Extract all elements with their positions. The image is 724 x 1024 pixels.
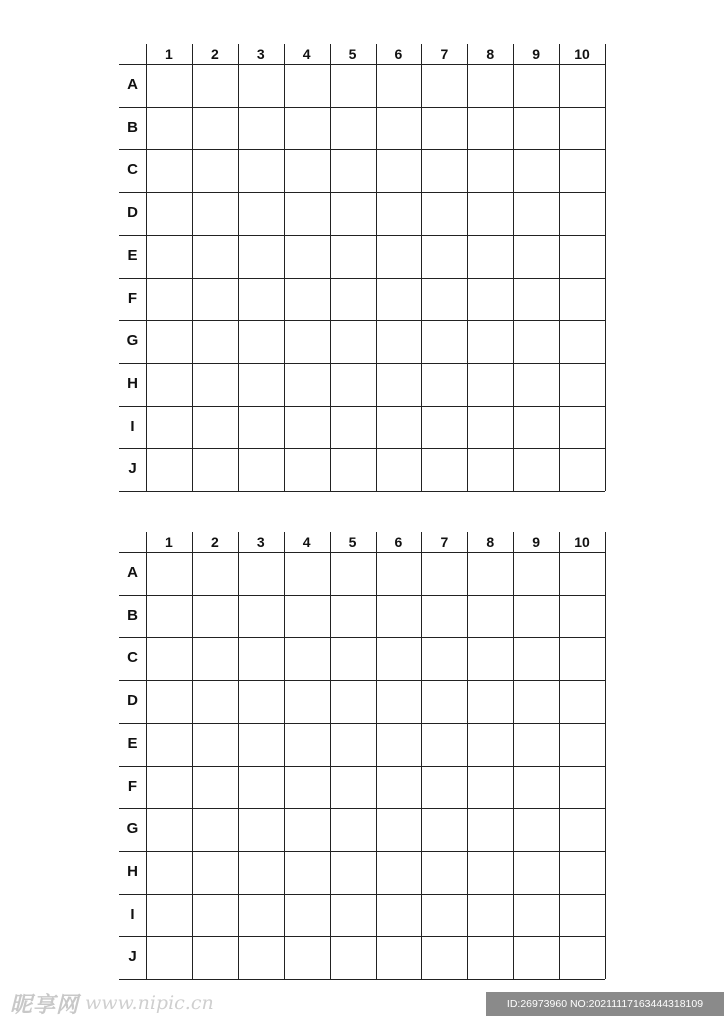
grid-cell (238, 723, 284, 766)
grid-cell (192, 637, 238, 680)
grid-vertical-line (330, 44, 331, 491)
grid-cell (467, 552, 513, 595)
grid-vertical-line (421, 44, 422, 491)
grid-cell (421, 406, 467, 449)
grid-cell (513, 64, 559, 107)
grid-cell (330, 107, 376, 150)
column-header-9: 9 (532, 46, 541, 62)
grid-cell (376, 766, 422, 809)
row-header-b: B (127, 606, 138, 624)
grid-cell (146, 448, 192, 491)
grid-cell (238, 235, 284, 278)
grid-cell (238, 552, 284, 595)
grid-vertical-line (330, 532, 331, 979)
grid-cell (192, 448, 238, 491)
row-header-a: A (127, 76, 138, 93)
grid-vertical-line (376, 532, 377, 979)
grid-cell (146, 107, 192, 150)
grid-cell (467, 64, 513, 107)
column-header-3: 3 (256, 46, 265, 62)
grid-cell (559, 320, 605, 363)
grid-vertical-line (284, 44, 285, 491)
column-header-8: 8 (486, 46, 495, 62)
grid-horizontal-line (119, 320, 605, 321)
grid-cell (284, 680, 330, 723)
watermark-url: www.nipic.cn (85, 992, 214, 1014)
grid-cell (513, 723, 559, 766)
grid-cell (513, 107, 559, 150)
grid-cell (513, 235, 559, 278)
grid-sheet-1 (119, 44, 605, 491)
grid-cell (192, 851, 238, 894)
row-header-f: F (127, 289, 138, 307)
grid-vertical-line (192, 532, 193, 979)
grid-vertical-line (467, 44, 468, 491)
grid-vertical-line (513, 532, 514, 979)
grid-cell (284, 107, 330, 150)
grid-horizontal-line (119, 64, 605, 65)
grid-cell (330, 192, 376, 235)
grid-sheet-2 (119, 532, 605, 979)
grid-cell (559, 723, 605, 766)
grid-cell (146, 851, 192, 894)
grid-cell (376, 851, 422, 894)
grid-cell (467, 192, 513, 235)
grid-cell (330, 64, 376, 107)
grid-cell (330, 851, 376, 894)
grid-vertical-line (559, 44, 560, 491)
grid-cell (421, 637, 467, 680)
row-header-j: J (128, 948, 137, 966)
grid-cell (284, 637, 330, 680)
grid-cell (513, 149, 559, 192)
grid-cell (467, 363, 513, 406)
grid-cell (330, 680, 376, 723)
grid-cell (238, 448, 284, 491)
grid-cell (330, 320, 376, 363)
row-header-a: A (127, 564, 138, 581)
grid-cell (146, 363, 192, 406)
column-header-3: 3 (256, 534, 265, 550)
grid-cell (284, 595, 330, 638)
grid-cell (559, 149, 605, 192)
grid-cell (513, 766, 559, 809)
grid-horizontal-line (119, 278, 605, 279)
grid-horizontal-line (119, 766, 605, 767)
grid-cell (284, 64, 330, 107)
grid-cell (284, 851, 330, 894)
grid-horizontal-line (119, 723, 605, 724)
grid-cell (376, 808, 422, 851)
row-header-g: G (126, 332, 139, 350)
grid-cell (192, 723, 238, 766)
grid-cell (146, 680, 192, 723)
column-header-10: 10 (574, 534, 590, 550)
grid-cell (330, 936, 376, 979)
grid-horizontal-line (119, 595, 605, 596)
grid-cell (376, 894, 422, 937)
grid-cell (559, 64, 605, 107)
grid-cell (238, 936, 284, 979)
grid-cell (559, 894, 605, 937)
grid-cell (467, 680, 513, 723)
grid-cell (146, 595, 192, 638)
grid-vertical-line (467, 532, 468, 979)
grid-cell (192, 808, 238, 851)
grid-cell (146, 894, 192, 937)
grid-cell (192, 363, 238, 406)
watermark-logo: 昵享网 (10, 991, 80, 1018)
grid-cell (284, 723, 330, 766)
grid-cell (192, 894, 238, 937)
grid-cell (376, 149, 422, 192)
grid-cell (330, 149, 376, 192)
grid-vertical-line (238, 44, 239, 491)
grid-cell (513, 595, 559, 638)
grid-horizontal-line (119, 491, 605, 492)
grid-cell (192, 595, 238, 638)
grid-cell (284, 149, 330, 192)
grid-cell (238, 808, 284, 851)
grid-cell (192, 680, 238, 723)
grid-cell (467, 149, 513, 192)
grid-cell (330, 808, 376, 851)
grid-vertical-line (513, 44, 514, 491)
grid-horizontal-line (119, 808, 605, 809)
grid-vertical-line (605, 532, 606, 979)
grid-cell (192, 278, 238, 321)
grid-cell (376, 107, 422, 150)
grid-cell (467, 235, 513, 278)
grid-cell (238, 406, 284, 449)
grid-cell (513, 278, 559, 321)
grid-cell (146, 936, 192, 979)
grid-cell (376, 363, 422, 406)
grid-cell (421, 448, 467, 491)
grid-cell (330, 278, 376, 321)
grid-cell (421, 894, 467, 937)
grid-cell (513, 680, 559, 723)
grid-cell (146, 192, 192, 235)
grid-cell (330, 894, 376, 937)
grid-cell (238, 363, 284, 406)
grid-cell (330, 766, 376, 809)
grid-cell (284, 406, 330, 449)
grid-vertical-line (146, 532, 147, 979)
grid-cell (284, 448, 330, 491)
grid-cell (421, 808, 467, 851)
grid-cell (513, 448, 559, 491)
grid-cell (421, 235, 467, 278)
grid-cell (467, 278, 513, 321)
column-header-5: 5 (348, 534, 357, 550)
grid-cell (421, 723, 467, 766)
grid-cell (376, 680, 422, 723)
grid-cell (146, 637, 192, 680)
grid-cell (238, 64, 284, 107)
grid-cell (376, 595, 422, 638)
grid-cell (284, 192, 330, 235)
grid-cell (284, 235, 330, 278)
column-header-5: 5 (348, 46, 357, 62)
grid-cell (467, 894, 513, 937)
column-header-6: 6 (394, 534, 403, 550)
grid-cell (559, 851, 605, 894)
grid-cell (559, 936, 605, 979)
grid-vertical-line (559, 532, 560, 979)
grid-cell (376, 637, 422, 680)
grid-cell (467, 107, 513, 150)
column-header-2: 2 (210, 46, 219, 62)
grid-cell (513, 936, 559, 979)
grid-cell (192, 406, 238, 449)
grid-cell (513, 894, 559, 937)
grid-cell (238, 637, 284, 680)
grid-cell (330, 363, 376, 406)
grid-cell (559, 278, 605, 321)
grid-cell (421, 766, 467, 809)
grid-cell (467, 723, 513, 766)
grid-horizontal-line (119, 680, 605, 681)
grid-vertical-line (605, 44, 606, 491)
grid-cell (513, 552, 559, 595)
grid-cell (376, 406, 422, 449)
grid-cell (421, 363, 467, 406)
column-header-8: 8 (486, 534, 495, 550)
grid-cell (421, 680, 467, 723)
row-header-i: I (130, 417, 135, 435)
row-header-c: C (127, 161, 138, 179)
grid-cell (330, 723, 376, 766)
grid-cell (192, 552, 238, 595)
column-header-9: 9 (532, 534, 541, 550)
grid-cell (284, 363, 330, 406)
grid-cell (376, 448, 422, 491)
grid-cell (284, 552, 330, 595)
grid-cell (238, 149, 284, 192)
grid-cell (330, 552, 376, 595)
grid-vertical-line (376, 44, 377, 491)
grid-cell (376, 552, 422, 595)
grid-cell (238, 278, 284, 321)
grid-cell (330, 448, 376, 491)
grid-cell (559, 808, 605, 851)
grid-cell (330, 406, 376, 449)
grid-cell (238, 107, 284, 150)
row-header-e: E (127, 246, 138, 264)
grid-cell (146, 552, 192, 595)
grid-cell (467, 448, 513, 491)
grid-cell (192, 936, 238, 979)
grid-cell (192, 64, 238, 107)
grid-cell (192, 766, 238, 809)
grid-horizontal-line (119, 936, 605, 937)
row-header-d: D (127, 204, 138, 222)
grid-cell (146, 808, 192, 851)
grid-cell (513, 637, 559, 680)
grid-cell (146, 235, 192, 278)
grid-cell (284, 278, 330, 321)
row-header-c: C (127, 649, 138, 667)
grid-cell (238, 894, 284, 937)
grid-vertical-line (421, 532, 422, 979)
watermark-logo-area (10, 990, 214, 1016)
grid-cell (559, 363, 605, 406)
row-header-j: J (128, 460, 137, 478)
grid-cell (559, 107, 605, 150)
row-header-g: G (126, 820, 139, 838)
column-header-2: 2 (210, 534, 219, 550)
grid-vertical-line (146, 44, 147, 491)
grid-horizontal-line (119, 149, 605, 150)
grid-cell (559, 595, 605, 638)
column-header-7: 7 (440, 534, 449, 550)
grid-cell (146, 766, 192, 809)
grid-cell (421, 552, 467, 595)
grid-cell (376, 278, 422, 321)
grid-cell (467, 851, 513, 894)
column-header-4: 4 (302, 534, 311, 550)
grid-horizontal-line (119, 192, 605, 193)
grid-cell (238, 766, 284, 809)
grid-horizontal-line (119, 637, 605, 638)
grid-cell (559, 637, 605, 680)
column-header-7: 7 (440, 46, 449, 62)
grid-vertical-line (284, 532, 285, 979)
grid-cell (146, 320, 192, 363)
grid-cell (238, 851, 284, 894)
grid-cell (513, 320, 559, 363)
grid-cell (330, 595, 376, 638)
grid-horizontal-line (119, 552, 605, 553)
grid-cell (192, 320, 238, 363)
grid-cell (513, 406, 559, 449)
column-header-6: 6 (394, 46, 403, 62)
grid-cell (192, 107, 238, 150)
grid-cell (513, 192, 559, 235)
grid-horizontal-line (119, 894, 605, 895)
grid-cell (238, 192, 284, 235)
grid-cell (238, 680, 284, 723)
grid-cell (376, 936, 422, 979)
grid-cell (559, 766, 605, 809)
row-header-f: F (127, 777, 138, 795)
grid-cell (467, 637, 513, 680)
grid-cell (513, 363, 559, 406)
grid-horizontal-line (119, 979, 605, 980)
row-header-i: I (130, 905, 135, 923)
column-header-10: 10 (574, 46, 590, 62)
grid-cell (467, 406, 513, 449)
row-header-d: D (127, 692, 138, 710)
column-header-1: 1 (165, 46, 173, 62)
grid-horizontal-line (119, 363, 605, 364)
grid-cell (146, 64, 192, 107)
grid-cell (467, 808, 513, 851)
column-header-4: 4 (302, 46, 311, 62)
grid-vertical-line (238, 532, 239, 979)
grid-cell (421, 107, 467, 150)
grid-cell (513, 851, 559, 894)
grid-cell (376, 235, 422, 278)
grid-cell (421, 149, 467, 192)
grid-cell (192, 235, 238, 278)
grid-cell (284, 808, 330, 851)
grid-cell (513, 808, 559, 851)
grid-cell (146, 723, 192, 766)
grid-cell (284, 320, 330, 363)
grid-cell (376, 320, 422, 363)
grid-cell (421, 278, 467, 321)
grid-cell (284, 894, 330, 937)
grid-cell (146, 406, 192, 449)
grid-cell (421, 320, 467, 363)
grid-cell (467, 320, 513, 363)
row-header-e: E (127, 734, 138, 752)
grid-cell (376, 64, 422, 107)
grid-horizontal-line (119, 448, 605, 449)
grid-cell (376, 192, 422, 235)
grid-cell (559, 680, 605, 723)
grid-cell (421, 595, 467, 638)
grid-cell (421, 64, 467, 107)
row-header-b: B (127, 118, 138, 136)
grid-cell (559, 406, 605, 449)
grid-cell (421, 936, 467, 979)
grid-cell (330, 235, 376, 278)
grid-cell (146, 149, 192, 192)
grid-vertical-line (192, 44, 193, 491)
grid-horizontal-line (119, 406, 605, 407)
grid-cell (192, 149, 238, 192)
grid-cell (559, 448, 605, 491)
row-header-h: H (127, 862, 138, 880)
grid-cell (467, 936, 513, 979)
grid-cell (467, 766, 513, 809)
grid-cell (146, 278, 192, 321)
column-header-1: 1 (165, 534, 173, 550)
grid-horizontal-line (119, 107, 605, 108)
grid-cell (330, 637, 376, 680)
grid-cell (559, 192, 605, 235)
grid-cell (238, 320, 284, 363)
grid-cell (467, 595, 513, 638)
grid-cell (421, 851, 467, 894)
grid-cell (559, 235, 605, 278)
grid-cell (559, 552, 605, 595)
grid-cell (192, 192, 238, 235)
grid-horizontal-line (119, 235, 605, 236)
grid-cell (421, 192, 467, 235)
watermark-id-banner: ID:26973960 NO:20211117163444318109 (486, 992, 724, 1016)
row-header-h: H (127, 374, 138, 392)
grid-cell (284, 936, 330, 979)
grid-cell (238, 595, 284, 638)
grid-horizontal-line (119, 851, 605, 852)
grid-cell (376, 723, 422, 766)
grid-cell (284, 766, 330, 809)
